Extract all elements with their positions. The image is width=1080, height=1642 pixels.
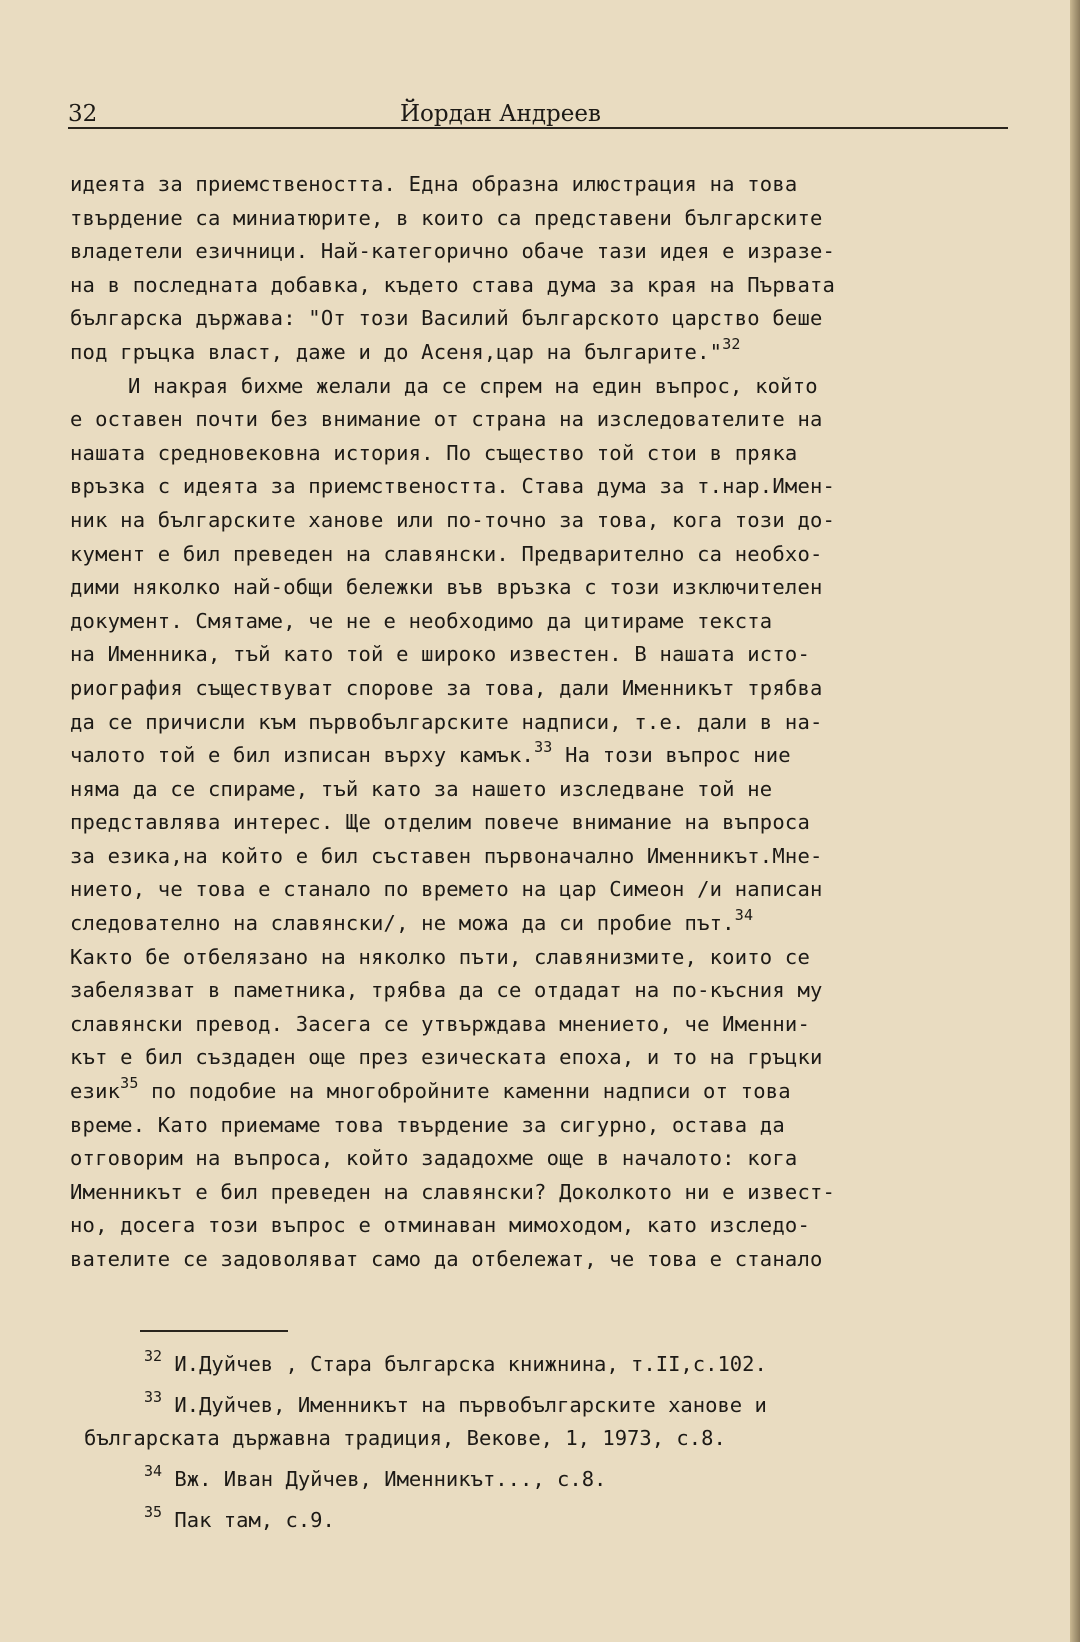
text-run: под гръцка власт, даже и до Асеня,цар на българите." [70,339,723,364]
footnote-ref-33: 33 [534,738,553,757]
text-line: идеята за приемствеността. Една образна илюстрация на това [70,172,798,196]
footnote-text: Вж. Иван Дуйчев, Именникът..., с.8. [174,1467,607,1491]
footnote-33 [70,1389,1015,1422]
footnotes [70,1348,1015,1537]
text-line [70,1075,1015,1109]
footnote-34 [70,1463,1015,1496]
text-line: отговорим на въпроса, който зададохме още в началото: кога [70,1146,798,1171]
text-line [70,907,1015,941]
text-line: на Именника, тъй като той е широко известен. В нашата исто- [70,642,810,667]
text-line: но, досега този въпрос е отминаван мимоходом, като изследо- [70,1213,810,1238]
text-line: кумент е бил преведен на славянски. Предварително са необхо- [70,541,823,566]
text-line: нието, че това е станало по времето на цар Симеон /и написан [70,877,823,902]
text-line: българска държава: "От този Василий българското царство беше [70,306,823,331]
text-line: риография съществуват спорове за това, дали Именникът трябва [70,675,823,700]
text-line: време. Като приемаме това твърдение за сигурно, остава да [70,1112,785,1137]
text-run: по подобие на многобройните каменни надписи от това [138,1079,791,1104]
footnote-number: 34 [144,1462,163,1480]
text-run: следователно на славянски/, не можа да си пробие път. [70,911,735,936]
text-line: нашата средновековна история. По същество той стои в пряка [70,440,798,465]
page-header [68,101,1008,129]
text-run: език [70,1079,121,1104]
text-line: дими няколко най-общи бележки във връзка с този изключителен [70,575,823,600]
text-line: твърдение са миниатюрите, в които са представени българските [70,205,823,230]
text-line: документ. Смятаме, че не е необходимо да цитираме текста [70,608,773,633]
text-line [70,336,1015,370]
footnote-35 [70,1504,1015,1537]
text-line: няма да се спираме, тъй като за нашето изследване той не [70,776,773,801]
text-line: забелязват в паметника, трябва да се отдадат на по-късния му [70,978,823,1003]
text-run: На този въпрос ние [552,743,791,768]
header-rule [68,127,1008,129]
text-line: ник на българските ханове или по-точно за това, кога този до- [70,507,836,532]
page-number: 32 [68,101,98,127]
footnote-ref-35: 35 [120,1074,139,1093]
text-line: да се причисли към първобългарските надписи, т.е. дали в на- [70,709,823,734]
text-run: чалото той е бил изписан върху камък. [70,743,535,768]
text-line: е оставен почти без внимание от страна на изследователите на [70,407,823,432]
body-text [70,168,1015,1277]
text-line: представлява интерес. Ще отделим повече внимание на въпроса [70,810,810,835]
footnote-text: И.Дуйчев, Именникът на първобългарските ханове и [174,1393,767,1417]
text-line: за езика,на който е бил съставен първоначално Именникът.Мне- [70,843,823,868]
text-line: славянски превод. Засега се утвърждава мнението, че Именни- [70,1011,810,1036]
footnote-number: 35 [144,1503,163,1521]
footnote-number: 33 [144,1388,163,1406]
text-line [70,739,1015,773]
text-line: кът е бил създаден още през езическата епоха, и то на гръцки [70,1045,823,1070]
text-line: владетели езичници. Най-категорично обаче тази идея е изразе- [70,239,836,264]
paragraph-start: И накрая бихме желали да се спрем на един въпрос, който [128,373,818,398]
footnote-number: 32 [144,1347,163,1365]
text-line: връзка с идеята за приемствеността. Става дума за т.нар.Имен- [70,474,836,499]
text-line: Както бе отбелязано на няколко пъти, славянизмите, които се [70,944,810,969]
footnote-ref-32: 32 [722,334,741,353]
footnote-text: Пак там, с.9. [174,1508,335,1532]
footnote-text: И.Дуйчев , Стара българска книжнина, т.II,с.102. [174,1352,767,1376]
footnote-33-continued: българската държавна традиция, Векове, 1, 1973, с.8. [84,1426,726,1450]
text-line: на в последната добавка, където става дума за края на Първата [70,272,836,297]
footnote-ref-34: 34 [734,906,754,925]
running-head: Йордан Андреев [400,101,601,127]
text-line: вателите се задоволяват само да отбележат, че това е станало [70,1247,823,1271]
page-edge [1070,0,1080,1642]
footnote-rule [140,1330,288,1332]
text-line: Именникът е бил преведен на славянски? Доколкото ни е извест- [70,1179,836,1204]
footnote-32 [70,1348,1015,1381]
